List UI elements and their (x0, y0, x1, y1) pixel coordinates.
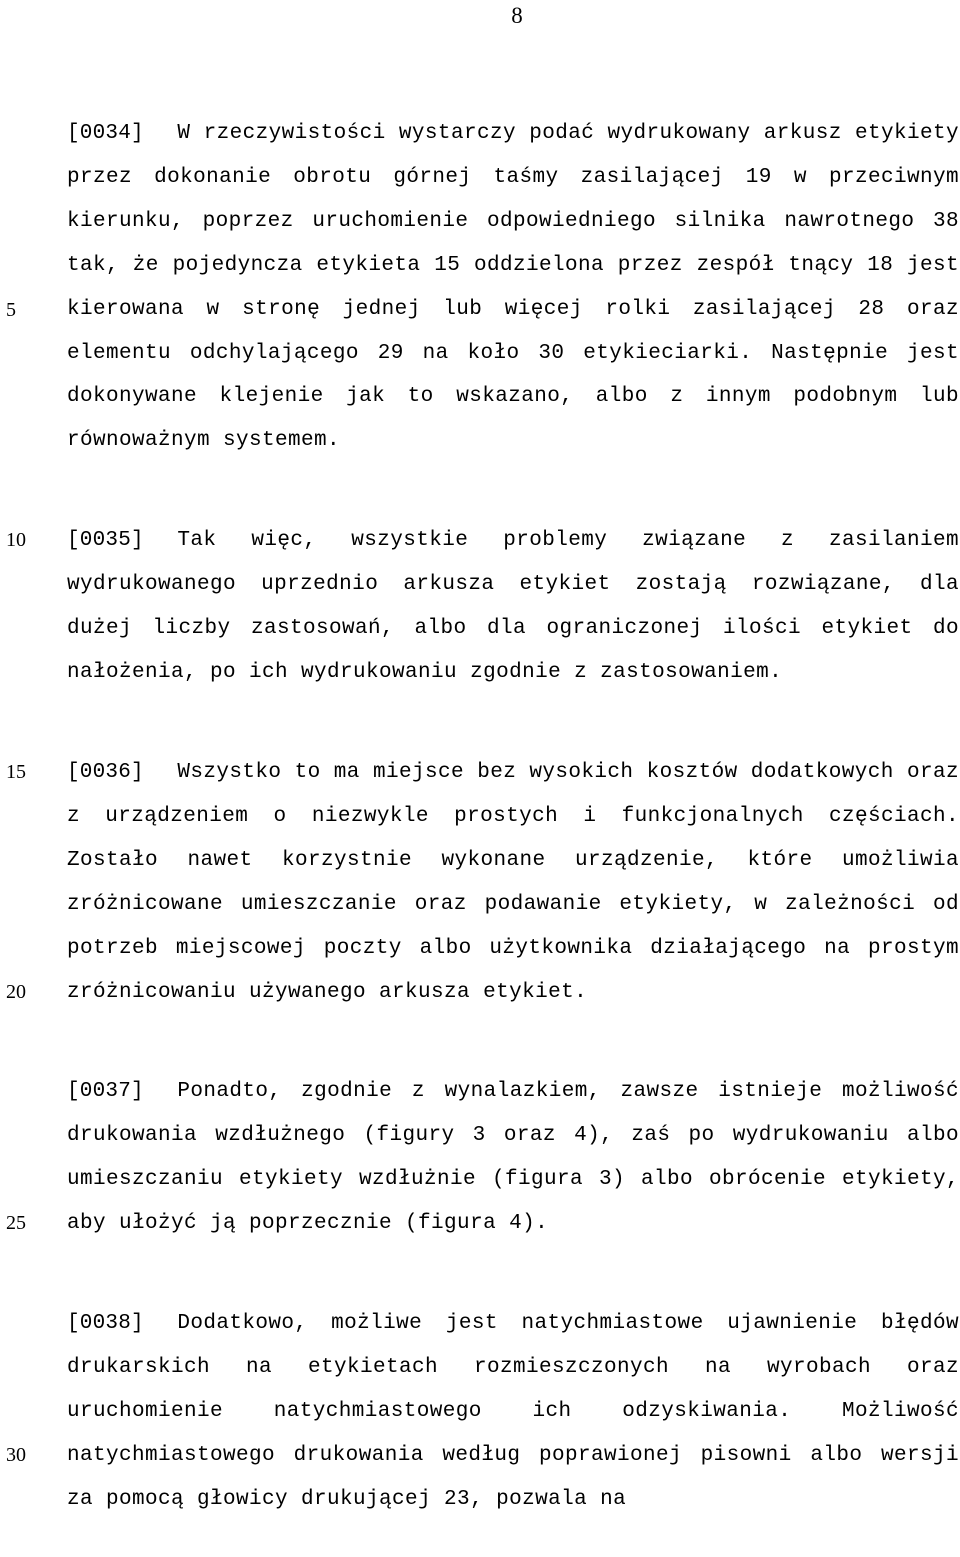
line-number-20: 20 (6, 981, 26, 1003)
paragraph-text: W rzeczywistości wystarczy podać wydrukowany arkusz etykiety przez dokonanie obrotu górnej taśmy zasilającej 19 w przeciwnym kierunku, poprzez uruchomienie odpowiedniego silnika nawrotnego 38 tak, że pojedyncza etykieta 15 oddzielona przez zespół tnący 18 jest kierowana w stronę jednej lub więcej rolki zasilającej 28 oraz elementu odchylającego 29 na koło 30 etykieciarki. Następnie jest dokonywane klejenie jak to wskazano, albo z innym podobnym lub równoważnym systemem. (67, 122, 959, 453)
line-number-15: 15 (6, 761, 26, 783)
line-number-5: 5 (6, 299, 16, 321)
line-number-25: 25 (6, 1212, 26, 1234)
line-number-10: 10 (6, 529, 26, 551)
page-number: 8 (511, 3, 523, 28)
paragraph-0036 (67, 751, 959, 1014)
paragraph-tag: [0034] (67, 122, 144, 145)
paragraph-0037 (67, 1070, 959, 1246)
paragraph-0035 (67, 519, 959, 695)
paragraph-text: Ponadto, zgodnie z wynalazkiem, zawsze istnieje możliwość drukowania wzdłużnego (figury 3 oraz 4), zaś po wydrukowaniu albo umieszczaniu etykiety wzdłużnie (figura 3) albo obrócenie etykiety, aby ułożyć ją poprzecznie (figura 4). (67, 1080, 959, 1235)
paragraph-0034 (67, 112, 959, 463)
paragraph-text: Dodatkowo, możliwe jest natychmiastowe ujawnienie błędów drukarskich na etykietach rozmieszczonych na wyrobach oraz uruchomienie natychmiastowego ich odzyskiwania. Możliwość natychmiastowego drukowania według poprawionej pisowni albo wersji za pomocą głowicy drukującej 23, pozwala na (67, 1312, 959, 1511)
paragraph-tag: [0038] (67, 1312, 144, 1335)
paragraph-tag: [0035] (67, 529, 144, 552)
paragraph-text: Tak więc, wszystkie problemy związane z zasilaniem wydrukowanego uprzednio arkusza etykiet zostają rozwiązane, dla dużej liczby zastosowań, albo dla ograniczonej ilości etykiet do nałożenia, po ich wydrukowaniu zgodnie z zastosowaniem. (67, 529, 959, 684)
line-number-30: 30 (6, 1444, 26, 1466)
paragraph-text: Wszystko to ma miejsce bez wysokich kosztów dodatkowych oraz z urządzeniem o niezwykle prostych i funkcjonalnych częściach. Zostało nawet korzystnie wykonane urządzenie, które umożliwia zróżnicowane umieszczanie oraz podawanie etykiety, w zależności od potrzeb miejscowej poczty albo użytkownika działającego na prostym zróżnicowaniu używanego arkusza etykiet. (67, 761, 959, 1004)
paragraph-tag: [0037] (67, 1080, 144, 1103)
paragraph-0038 (67, 1302, 959, 1522)
paragraph-tag: [0036] (67, 761, 144, 784)
